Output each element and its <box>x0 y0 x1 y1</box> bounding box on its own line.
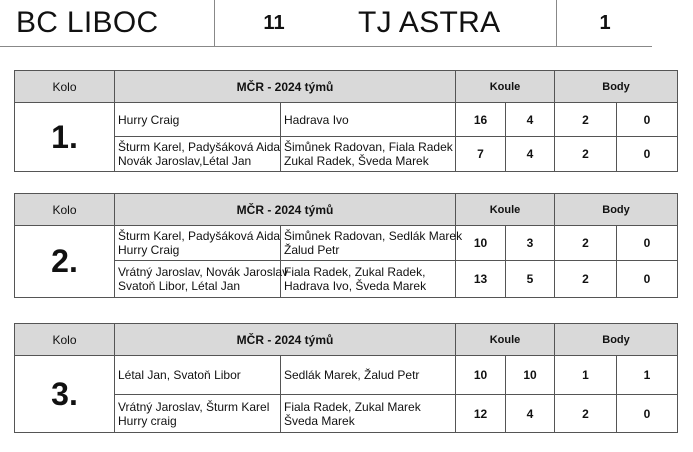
home-player-line: Vrátný Jaroslav, Šturm Karel <box>118 399 270 414</box>
away-player-line: Sedlák Marek, Žalud Petr <box>284 368 420 382</box>
home-player-line: Hurry Craig <box>118 243 180 257</box>
away-players <box>281 356 456 395</box>
kolo-header: Kolo <box>15 71 115 103</box>
body-home-value: 1 <box>555 356 617 395</box>
koule-away-value: 4 <box>506 137 555 172</box>
away-player-line: Šveda Marek <box>284 413 355 428</box>
home-players <box>115 103 281 137</box>
body-header: Body <box>555 324 678 356</box>
match-header <box>0 0 652 47</box>
match-row <box>15 261 678 298</box>
koule-home-value: 12 <box>456 395 506 433</box>
away-player-line: Fiala Radek, Zukal Marek <box>284 399 421 414</box>
body-away-value: 0 <box>617 261 678 298</box>
away-player-line: Hadrava Ivo <box>284 112 349 127</box>
body-away-value: 0 <box>617 395 678 433</box>
round-header-row <box>15 324 678 356</box>
competition-header: MČR - 2024 týmů <box>115 194 456 226</box>
away-team-score: 1 <box>556 0 653 46</box>
home-player-line: Vrátný Jaroslav, Novák Jaroslav <box>118 265 289 279</box>
home-player-line: Létal Jan, Svatoň Libor <box>118 368 241 382</box>
match-row <box>15 137 678 172</box>
home-players <box>115 356 281 395</box>
body-header: Body <box>555 194 678 226</box>
kolo-header: Kolo <box>15 194 115 226</box>
round-header-row <box>15 194 678 226</box>
away-players <box>281 137 456 172</box>
away-players <box>281 103 456 137</box>
koule-away-value: 10 <box>506 356 555 395</box>
match-row <box>15 226 678 261</box>
koule-away-value: 4 <box>506 103 555 137</box>
round-header-row <box>15 71 678 103</box>
body-home-value: 2 <box>555 395 617 433</box>
koule-away-value: 5 <box>506 261 555 298</box>
away-player-line: Fiala Radek, Zukal Radek, <box>284 265 426 279</box>
home-players <box>115 261 289 298</box>
home-team-score: 11 <box>214 0 333 46</box>
away-players <box>281 261 456 298</box>
koule-header: Koule <box>456 324 555 356</box>
round-number: 1. <box>15 103 115 172</box>
koule-home-value: 10 <box>456 226 506 261</box>
home-player-line: Šturm Karel, Padyšáková Aida <box>118 229 281 243</box>
away-player-line: Šimůnek Radovan, Sedlák Marek <box>284 229 463 243</box>
away-player-line: Zukal Radek, Šveda Marek <box>284 154 429 168</box>
away-team-name: TJ ASTRA <box>358 6 501 39</box>
round-number: 3. <box>15 356 115 433</box>
home-players <box>115 137 281 172</box>
round-table-2 <box>14 193 678 298</box>
round-number: 2. <box>15 226 115 298</box>
kolo-header: Kolo <box>15 324 115 356</box>
match-row <box>15 103 678 137</box>
match-row <box>15 395 678 433</box>
round-table-3 <box>14 323 678 433</box>
koule-home-value: 7 <box>456 137 506 172</box>
away-player-line: Šimůnek Radovan, Fiala Radek <box>284 140 453 154</box>
home-player-line: Hurry Craig <box>118 112 180 127</box>
koule-home-value: 16 <box>456 103 506 137</box>
koule-header: Koule <box>456 71 555 103</box>
body-home-value: 2 <box>555 103 617 137</box>
home-player-line: Hurry craig <box>118 413 177 428</box>
body-away-value: 0 <box>617 103 678 137</box>
competition-header: MČR - 2024 týmů <box>115 324 456 356</box>
body-home-value: 2 <box>555 137 617 172</box>
body-away-value: 0 <box>617 226 678 261</box>
koule-away-value: 4 <box>506 395 555 433</box>
home-team-name: BC LIBOC <box>16 6 159 39</box>
home-player-line: Šturm Karel, Padyšáková Aida <box>118 140 281 154</box>
koule-away-value: 3 <box>506 226 555 261</box>
body-header: Body <box>555 71 678 103</box>
round-table-1 <box>14 70 678 172</box>
body-home-value: 2 <box>555 261 617 298</box>
body-home-value: 2 <box>555 226 617 261</box>
koule-home-value: 10 <box>456 356 506 395</box>
body-away-value: 0 <box>617 137 678 172</box>
koule-home-value: 13 <box>456 261 506 298</box>
home-players <box>115 226 281 261</box>
away-player-line: Žalud Petr <box>284 243 340 257</box>
koule-header: Koule <box>456 194 555 226</box>
away-players <box>281 226 463 261</box>
home-players <box>115 395 281 433</box>
match-row <box>15 356 678 395</box>
competition-header: MČR - 2024 týmů <box>115 71 456 103</box>
away-players <box>281 395 456 433</box>
body-away-value: 1 <box>617 356 678 395</box>
away-player-line: Hadrava Ivo, Šveda Marek <box>284 279 427 293</box>
home-player-line: Svatoň Libor, Létal Jan <box>118 279 241 293</box>
home-player-line: Novák Jaroslav,Létal Jan <box>118 154 252 168</box>
